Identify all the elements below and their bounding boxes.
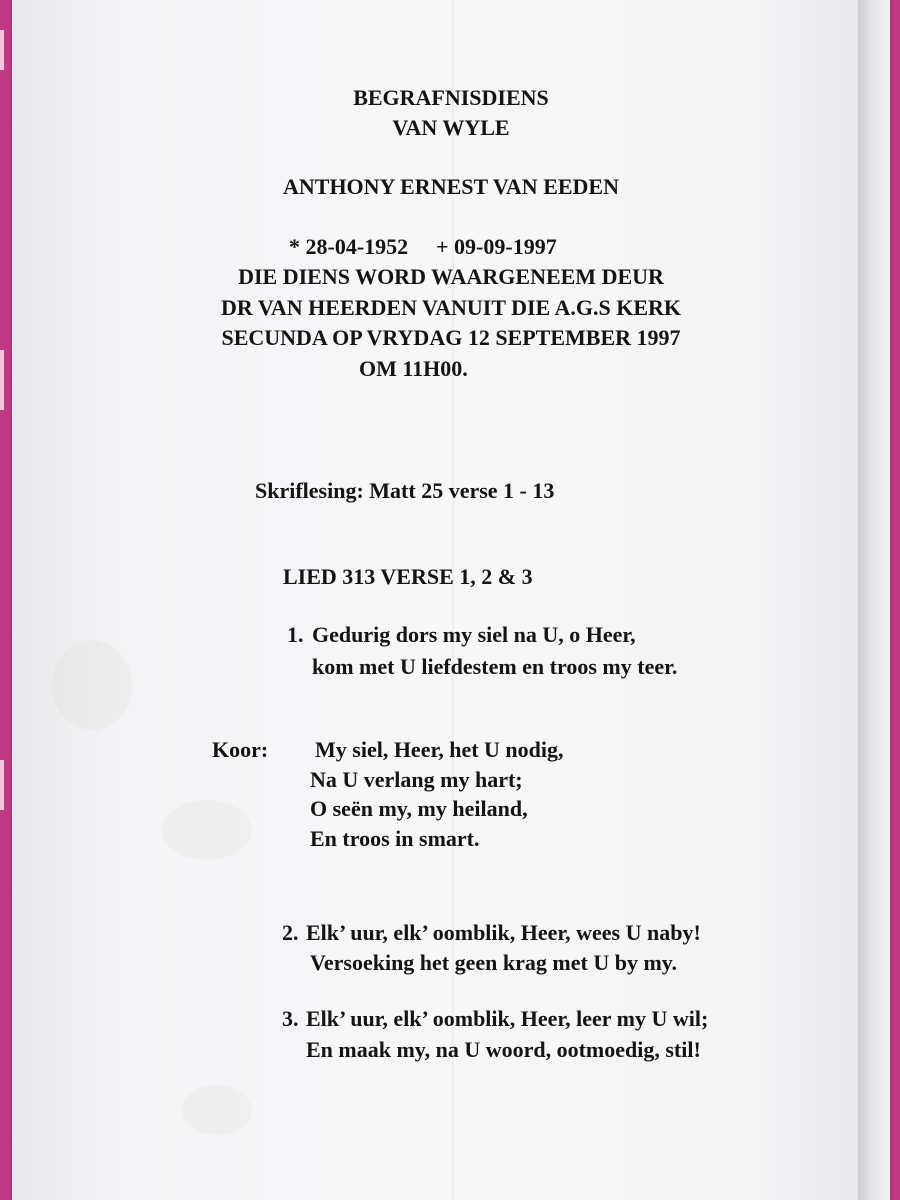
verse-line: Elk’ uur, elk’ oomblik, Heer, wees U naby!: [306, 920, 701, 945]
service-line: DIE DIENS WORD WAARGENEEM DEUR: [238, 264, 664, 289]
paper-stain: [52, 640, 132, 730]
hymn-title: LIED 313 VERSE 1, 2 & 3: [283, 564, 533, 589]
service-line: DR VAN HEERDEN VANUIT DIE A.G.S KERK: [220, 295, 682, 320]
verse-number: 2.: [282, 920, 299, 945]
verse-line: Elk’ uur, elk’ oomblik, Heer, leer my U wil;: [306, 1006, 709, 1031]
chorus-line: My siel, Heer, het U nodig,: [315, 737, 564, 762]
death-date: + 09-09-1997: [436, 234, 557, 259]
chorus-line: En troos in smart.: [310, 826, 480, 851]
booklet-fold: [858, 0, 890, 1200]
paper-stain: [182, 1085, 252, 1135]
verse-line: Gedurig dors my siel na U, o Heer,: [312, 622, 636, 647]
chorus-line: Na U verlang my hart;: [310, 767, 523, 792]
scripture-reading: Skriflesing: Matt 25 verse 1 - 13: [255, 478, 555, 503]
verse-line: kom met U liefdestem en troos my teer.: [312, 654, 678, 679]
birth-date: * 28-04-1952: [289, 234, 409, 259]
verse-line: En maak my, na U woord, ootmoedig, stil!: [306, 1037, 701, 1062]
background-left-tab: [0, 760, 4, 810]
verse-line: Versoeking het geen krag met U by my.: [310, 950, 678, 975]
verse-number: 3.: [282, 1006, 299, 1031]
background-left-tab: [0, 30, 4, 70]
service-line: OM 11H00.: [359, 356, 468, 381]
funeral-program-page: [12, 0, 890, 1200]
chorus-label: Koor:: [212, 737, 269, 762]
program-title: BEGRAFNISDIENS: [353, 85, 549, 110]
deceased-name: ANTHONY ERNEST VAN EEDEN: [283, 174, 619, 199]
chorus-line: O seën my, my heiland,: [310, 796, 528, 821]
program-subtitle: VAN WYLE: [392, 115, 510, 140]
background-left-tab: [0, 350, 4, 410]
paper-stain: [162, 800, 252, 860]
service-line: SECUNDA OP VRYDAG 12 SEPTEMBER 1997: [221, 325, 681, 350]
verse-number: 1.: [287, 622, 304, 647]
